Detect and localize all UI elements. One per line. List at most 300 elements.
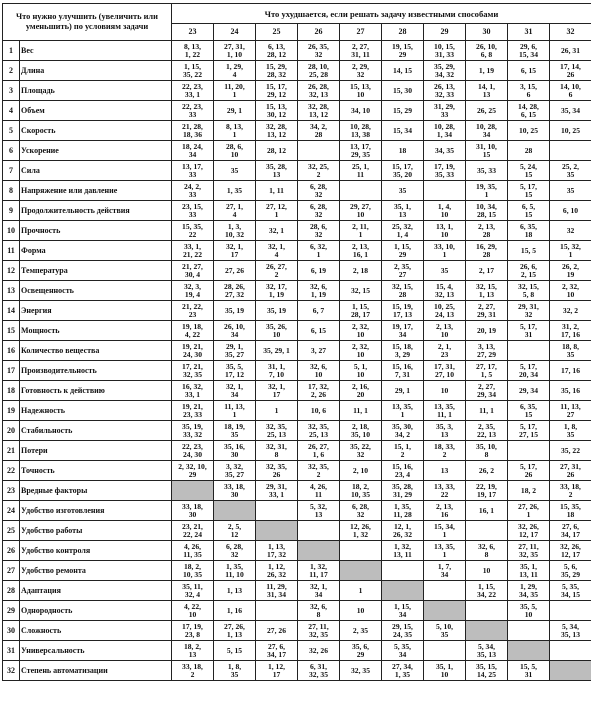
parameter-name: Мощность bbox=[20, 321, 172, 341]
matrix-cell: 33, 18, 30 bbox=[214, 481, 256, 501]
parameter-name: Надежность bbox=[20, 401, 172, 421]
column-number: 31 bbox=[508, 24, 550, 41]
matrix-cell: 1, 16 bbox=[214, 601, 256, 621]
matrix-cell: 32, 26, 12, 17 bbox=[508, 521, 550, 541]
parameter-name: Площадь bbox=[20, 81, 172, 101]
matrix-cell: 28, 26, 27, 32 bbox=[214, 281, 256, 301]
matrix-cell: 15, 5, 31 bbox=[508, 661, 550, 681]
matrix-cell: 5, 6, 35, 29 bbox=[550, 561, 591, 581]
matrix-cell: 32, 15, 5, 8 bbox=[508, 281, 550, 301]
matrix-cell: 10 bbox=[466, 561, 508, 581]
matrix-cell: 2, 32, 10, 29 bbox=[172, 461, 214, 481]
matrix-cell: 35, 22, 32 bbox=[340, 441, 382, 461]
matrix-cell: 17, 16 bbox=[550, 361, 591, 381]
matrix-cell: 5, 35, 34 bbox=[382, 641, 424, 661]
matrix-cell: 19, 18, 4, 22 bbox=[172, 321, 214, 341]
parameter-name: Сила bbox=[20, 161, 172, 181]
matrix-cell: 35, 16 bbox=[550, 381, 591, 401]
row-number: 24 bbox=[3, 501, 20, 521]
matrix-cell: 27, 31, 1, 10 bbox=[214, 41, 256, 61]
matrix-cell: 17, 21, 32, 35 bbox=[172, 361, 214, 381]
matrix-cell: 10 bbox=[424, 381, 466, 401]
parameter-name: Адаптация bbox=[20, 581, 172, 601]
matrix-cell: 6, 15 bbox=[508, 61, 550, 81]
column-number: 32 bbox=[550, 24, 591, 41]
matrix-cell: 3, 32, 35, 27 bbox=[214, 461, 256, 481]
matrix-cell: 2, 32, 10 bbox=[550, 281, 591, 301]
matrix-cell: 32, 1 bbox=[256, 221, 298, 241]
table-row bbox=[3, 421, 591, 441]
column-number: 23 bbox=[172, 24, 214, 41]
parameter-name: Готовность к действию bbox=[20, 381, 172, 401]
matrix-cell: 15, 1, 2 bbox=[382, 441, 424, 461]
matrix-cell: 26, 27, 1, 6 bbox=[298, 441, 340, 461]
table-row bbox=[3, 461, 591, 481]
matrix-cell: 10, 25, 24, 13 bbox=[424, 301, 466, 321]
matrix-cell: 13, 35, 1 bbox=[382, 401, 424, 421]
matrix-cell: 15, 34, 1 bbox=[424, 521, 466, 541]
matrix-cell: 4, 26, 11, 35 bbox=[172, 541, 214, 561]
matrix-cell: 21, 27, 30, 4 bbox=[172, 261, 214, 281]
matrix-cell bbox=[340, 181, 382, 201]
matrix-cell: 29, 27, 10 bbox=[340, 201, 382, 221]
matrix-cell: 2, 11, 1 bbox=[340, 221, 382, 241]
parameter-name: Длина bbox=[20, 61, 172, 81]
matrix-cell: 5, 24, 15 bbox=[508, 161, 550, 181]
matrix-cell: 27, 34, 1, 35 bbox=[382, 661, 424, 681]
matrix-cell: 15, 29 bbox=[382, 101, 424, 121]
matrix-cell: 35, 28, 13 bbox=[256, 161, 298, 181]
matrix-cell: 13, 17, 29, 35 bbox=[340, 141, 382, 161]
row-number: 10 bbox=[3, 221, 20, 241]
matrix-cell: 15, 16, 7, 31 bbox=[382, 361, 424, 381]
table-row bbox=[3, 601, 591, 621]
matrix-cell: 1, 8, 35 bbox=[550, 421, 591, 441]
matrix-cell: 29, 6, 15, 34 bbox=[508, 41, 550, 61]
diagonal-cell bbox=[424, 601, 466, 621]
matrix-cell: 29, 31, 33, 1 bbox=[256, 481, 298, 501]
matrix-cell: 23, 21, 22, 24 bbox=[172, 521, 214, 541]
matrix-cell: 18, 2, 10, 35 bbox=[340, 481, 382, 501]
matrix-cell: 6, 5, 15 bbox=[508, 201, 550, 221]
matrix-cell: 34, 10 bbox=[340, 101, 382, 121]
row-number: 8 bbox=[3, 181, 20, 201]
matrix-cell: 35, 3, 13 bbox=[424, 421, 466, 441]
matrix-cell: 32, 25, 2 bbox=[298, 161, 340, 181]
matrix-cell: 35 bbox=[424, 261, 466, 281]
matrix-cell: 35, 11, 32, 4 bbox=[172, 581, 214, 601]
matrix-cell: 17, 32, 2, 26 bbox=[298, 381, 340, 401]
matrix-cell: 35, 19, 33, 32 bbox=[172, 421, 214, 441]
matrix-cell: 12, 1, 26, 32 bbox=[382, 521, 424, 541]
parameter-name: Потери bbox=[20, 441, 172, 461]
matrix-cell: 15, 13, 10 bbox=[340, 81, 382, 101]
parameter-name: Сложность bbox=[20, 621, 172, 641]
matrix-cell bbox=[424, 641, 466, 661]
matrix-cell: 33, 1, 21, 22 bbox=[172, 241, 214, 261]
row-number: 29 bbox=[3, 601, 20, 621]
matrix-cell: 8, 13, 1 bbox=[214, 121, 256, 141]
matrix-cell: 2, 17 bbox=[466, 261, 508, 281]
matrix-cell: 15, 13, 30, 12 bbox=[256, 101, 298, 121]
matrix-cell: 27, 11, 32, 35 bbox=[508, 541, 550, 561]
worsen-header: Что ухудшается, если решать задачу известными способами bbox=[172, 4, 591, 24]
matrix-cell: 14, 15 bbox=[382, 61, 424, 81]
matrix-cell: 1, 19 bbox=[466, 61, 508, 81]
matrix-cell bbox=[508, 621, 550, 641]
matrix-cell: 3, 15, 6 bbox=[508, 81, 550, 101]
parameter-name: Степень автоматизации bbox=[20, 661, 172, 681]
matrix-cell: 26, 2 bbox=[466, 461, 508, 481]
matrix-cell: 2, 35, 27 bbox=[382, 261, 424, 281]
matrix-cell: 26, 13, 32, 33 bbox=[424, 81, 466, 101]
matrix-cell: 5, 17, 15 bbox=[508, 181, 550, 201]
table-row bbox=[3, 141, 591, 161]
row-number: 11 bbox=[3, 241, 20, 261]
matrix-cell: 25, 32, 1, 4 bbox=[382, 221, 424, 241]
matrix-cell: 28 bbox=[508, 141, 550, 161]
matrix-cell: 1, 15, 28, 17 bbox=[340, 301, 382, 321]
row-number: 5 bbox=[3, 121, 20, 141]
table-row bbox=[3, 501, 591, 521]
matrix-cell: 35, 29, 1 bbox=[256, 341, 298, 361]
matrix-cell: 10, 28, 13, 38 bbox=[340, 121, 382, 141]
matrix-cell: 35, 19 bbox=[256, 301, 298, 321]
row-number: 25 bbox=[3, 521, 20, 541]
matrix-cell: 35, 1, 13 bbox=[382, 201, 424, 221]
row-number: 28 bbox=[3, 581, 20, 601]
matrix-cell: 15, 18, 3, 29 bbox=[382, 341, 424, 361]
parameter-name: Освещенность bbox=[20, 281, 172, 301]
matrix-cell: 8, 13, 1, 22 bbox=[172, 41, 214, 61]
parameter-name: Энергия bbox=[20, 301, 172, 321]
matrix-cell bbox=[550, 601, 591, 621]
matrix-cell: 28, 12 bbox=[256, 141, 298, 161]
matrix-cell: 27, 26 bbox=[214, 261, 256, 281]
matrix-cell: 17, 19, 23, 8 bbox=[172, 621, 214, 641]
matrix-cell: 35, 1, 10 bbox=[424, 661, 466, 681]
row-number: 12 bbox=[3, 261, 20, 281]
table-row bbox=[3, 481, 591, 501]
matrix-cell: 6, 15 bbox=[298, 321, 340, 341]
matrix-cell: 10, 28, 34 bbox=[466, 121, 508, 141]
matrix-cell: 1, 32, 11, 17 bbox=[298, 561, 340, 581]
matrix-cell: 32, 1, 34 bbox=[298, 581, 340, 601]
matrix-cell: 13, 1, 10 bbox=[424, 221, 466, 241]
matrix-cell: 22, 19, 19, 17 bbox=[466, 481, 508, 501]
matrix-cell: 31, 1, 7, 10 bbox=[256, 361, 298, 381]
matrix-cell: 32, 15 bbox=[340, 281, 382, 301]
table-row bbox=[3, 101, 591, 121]
matrix-cell: 1, 12, 26, 32 bbox=[256, 561, 298, 581]
matrix-cell: 28, 6, 10 bbox=[214, 141, 256, 161]
matrix-cell: 5, 17, 20, 34 bbox=[508, 361, 550, 381]
matrix-cell: 32 bbox=[550, 221, 591, 241]
matrix-cell: 27, 26, 1, 13 bbox=[214, 621, 256, 641]
matrix-cell: 22, 23, 33, 1 bbox=[172, 81, 214, 101]
matrix-cell: 2, 13, 10 bbox=[424, 321, 466, 341]
matrix-cell: 32, 15, 1, 13 bbox=[466, 281, 508, 301]
row-number: 16 bbox=[3, 341, 20, 361]
matrix-cell bbox=[256, 501, 298, 521]
matrix-cell: 35, 16, 30 bbox=[214, 441, 256, 461]
row-number: 1 bbox=[3, 41, 20, 61]
matrix-cell: 33, 18, 30 bbox=[172, 501, 214, 521]
parameter-name: Удобство ремонта bbox=[20, 561, 172, 581]
matrix-cell: 11, 1 bbox=[466, 401, 508, 421]
matrix-cell: 15, 29, 28, 32 bbox=[256, 61, 298, 81]
diagonal-cell bbox=[508, 641, 550, 661]
matrix-cell: 28, 10, 25, 28 bbox=[298, 61, 340, 81]
parameter-name: Удобство изготовления bbox=[20, 501, 172, 521]
matrix-cell: 5, 17, 31 bbox=[508, 321, 550, 341]
matrix-cell: 32, 6, 1, 19 bbox=[298, 281, 340, 301]
table-row bbox=[3, 61, 591, 81]
row-number: 27 bbox=[3, 561, 20, 581]
matrix-cell bbox=[466, 601, 508, 621]
matrix-cell: 35, 30, 34, 2 bbox=[382, 421, 424, 441]
table-row bbox=[3, 301, 591, 321]
matrix-cell: 28, 6, 32 bbox=[298, 221, 340, 241]
matrix-cell: 14, 28, 6, 15 bbox=[508, 101, 550, 121]
matrix-cell: 34, 35 bbox=[424, 141, 466, 161]
matrix-cell: 29, 31, 32 bbox=[508, 301, 550, 321]
matrix-cell bbox=[550, 141, 591, 161]
matrix-cell: 15, 34 bbox=[382, 121, 424, 141]
matrix-cell: 2, 18 bbox=[340, 261, 382, 281]
matrix-cell: 35, 1, 13, 11 bbox=[508, 561, 550, 581]
matrix-cell: 2, 5, 12 bbox=[214, 521, 256, 541]
matrix-cell bbox=[382, 561, 424, 581]
matrix-cell: 25, 1, 11 bbox=[340, 161, 382, 181]
matrix-cell: 29, 15, 24, 35 bbox=[382, 621, 424, 641]
matrix-cell: 13, 35, 1 bbox=[424, 541, 466, 561]
matrix-cell: 35, 33 bbox=[466, 161, 508, 181]
matrix-cell: 35, 34 bbox=[550, 101, 591, 121]
matrix-cell: 2, 27, 31, 11 bbox=[340, 41, 382, 61]
table-row bbox=[3, 41, 591, 61]
matrix-cell: 18, 2, 13 bbox=[172, 641, 214, 661]
row-number: 9 bbox=[3, 201, 20, 221]
matrix-cell: 27, 12, 1 bbox=[256, 201, 298, 221]
column-number: 29 bbox=[424, 24, 466, 41]
matrix-cell: 17, 14, 26 bbox=[550, 61, 591, 81]
matrix-cell: 35, 29, 34, 32 bbox=[424, 61, 466, 81]
matrix-cell: 23, 15, 33 bbox=[172, 201, 214, 221]
table-row bbox=[3, 121, 591, 141]
matrix-cell: 11, 20, 1 bbox=[214, 81, 256, 101]
matrix-cell: 33, 18, 2 bbox=[550, 481, 591, 501]
matrix-cell: 19, 15, 29 bbox=[382, 41, 424, 61]
matrix-cell: 29, 34 bbox=[508, 381, 550, 401]
matrix-cell: 16, 1 bbox=[466, 501, 508, 521]
matrix-cell: 16, 29, 28 bbox=[466, 241, 508, 261]
matrix-cell: 31, 2, 17, 16 bbox=[550, 321, 591, 341]
matrix-cell: 24, 2, 33 bbox=[172, 181, 214, 201]
parameter-name: Однородность bbox=[20, 601, 172, 621]
matrix-cell: 6, 13, 28, 12 bbox=[256, 41, 298, 61]
matrix-cell: 32, 6, 10 bbox=[298, 361, 340, 381]
matrix-cell: 1 bbox=[256, 401, 298, 421]
matrix-cell: 14, 10, 6 bbox=[550, 81, 591, 101]
matrix-cell: 6, 31, 32, 35 bbox=[298, 661, 340, 681]
matrix-cell: 5, 34, 35, 13 bbox=[466, 641, 508, 661]
parameter-name: Удобство работы bbox=[20, 521, 172, 541]
matrix-cell: 35, 28, 31, 29 bbox=[382, 481, 424, 501]
matrix-cell: 2, 27, 29, 31 bbox=[466, 301, 508, 321]
table-row bbox=[3, 281, 591, 301]
matrix-cell: 1, 7, 34 bbox=[424, 561, 466, 581]
matrix-cell: 32, 28, 13, 12 bbox=[256, 121, 298, 141]
matrix-cell: 2, 1, 23 bbox=[424, 341, 466, 361]
matrix-cell: 26, 2, 19 bbox=[550, 261, 591, 281]
matrix-cell: 26, 35, 32 bbox=[298, 41, 340, 61]
matrix-cell: 6, 10 bbox=[550, 201, 591, 221]
matrix-cell: 27, 26 bbox=[256, 621, 298, 641]
matrix-cell: 27, 17, 1, 5 bbox=[466, 361, 508, 381]
matrix-cell: 1, 8, 35 bbox=[214, 661, 256, 681]
matrix-cell: 32, 6, 8 bbox=[298, 601, 340, 621]
table-row bbox=[3, 221, 591, 241]
matrix-cell: 6, 28, 32 bbox=[298, 181, 340, 201]
matrix-cell: 35 bbox=[214, 161, 256, 181]
matrix-cell bbox=[550, 641, 591, 661]
matrix-cell: 26, 6, 2, 15 bbox=[508, 261, 550, 281]
table-row bbox=[3, 521, 591, 541]
matrix-cell: 3, 13, 27, 29 bbox=[466, 341, 508, 361]
parameter-name: Стабильность bbox=[20, 421, 172, 441]
matrix-cell: 4, 22, 10 bbox=[172, 601, 214, 621]
matrix-cell: 15, 35, 22 bbox=[172, 221, 214, 241]
matrix-cell: 1 bbox=[340, 581, 382, 601]
matrix-cell: 5, 32, 13 bbox=[298, 501, 340, 521]
matrix-cell: 6, 19 bbox=[298, 261, 340, 281]
matrix-cell: 27, 6, 34, 17 bbox=[256, 641, 298, 661]
matrix-cell: 26, 28, 32, 13 bbox=[298, 81, 340, 101]
matrix-cell: 35, 22 bbox=[550, 441, 591, 461]
matrix-cell: 1, 35, 11, 28 bbox=[382, 501, 424, 521]
matrix-cell: 32, 1, 34 bbox=[214, 381, 256, 401]
matrix-cell: 1, 3, 10, 32 bbox=[214, 221, 256, 241]
matrix-cell: 10, 6 bbox=[298, 401, 340, 421]
matrix-cell: 18, 2, 10, 35 bbox=[172, 561, 214, 581]
row-number: 23 bbox=[3, 481, 20, 501]
matrix-cell: 1, 29, 34, 35 bbox=[508, 581, 550, 601]
table-row bbox=[3, 161, 591, 181]
matrix-cell: 2, 13, 16, 1 bbox=[340, 241, 382, 261]
table-row bbox=[3, 661, 591, 681]
matrix-cell: 26, 27, 2 bbox=[256, 261, 298, 281]
matrix-cell: 35, 15, 14, 25 bbox=[466, 661, 508, 681]
matrix-cell: 2, 13, 28 bbox=[466, 221, 508, 241]
matrix-cell bbox=[424, 581, 466, 601]
matrix-cell: 6, 28, 32 bbox=[298, 201, 340, 221]
matrix-cell: 1, 4, 10 bbox=[424, 201, 466, 221]
matrix-cell: 21, 28, 18, 36 bbox=[172, 121, 214, 141]
matrix-cell: 35, 5, 17, 12 bbox=[214, 361, 256, 381]
table-row bbox=[3, 361, 591, 381]
parameter-name: Универсальность bbox=[20, 641, 172, 661]
parameter-name: Прочность bbox=[20, 221, 172, 241]
matrix-cell: 35, 10, 8 bbox=[466, 441, 508, 461]
matrix-cell: 1, 32, 13, 11 bbox=[382, 541, 424, 561]
matrix-cell: 15, 35, 18 bbox=[550, 501, 591, 521]
row-number: 13 bbox=[3, 281, 20, 301]
matrix-cell: 32, 31, 8 bbox=[256, 441, 298, 461]
matrix-cell: 32, 35, 2 bbox=[298, 461, 340, 481]
matrix-cell bbox=[424, 181, 466, 201]
matrix-cell: 17, 31, 27, 10 bbox=[424, 361, 466, 381]
table-row bbox=[3, 341, 591, 361]
matrix-cell: 32, 35, 26 bbox=[256, 461, 298, 481]
matrix-cell: 19, 35, 1 bbox=[466, 181, 508, 201]
matrix-cell: 15, 19, 17, 13 bbox=[382, 301, 424, 321]
matrix-cell bbox=[508, 441, 550, 461]
matrix-cell: 6, 32, 1 bbox=[298, 241, 340, 261]
diagonal-cell bbox=[382, 581, 424, 601]
matrix-cell: 32, 6, 8 bbox=[466, 541, 508, 561]
matrix-cell: 10, 34, 28, 15 bbox=[466, 201, 508, 221]
matrix-cell bbox=[298, 141, 340, 161]
matrix-cell bbox=[298, 521, 340, 541]
parameter-name: Удобство контроля bbox=[20, 541, 172, 561]
column-number: 25 bbox=[256, 24, 298, 41]
parameter-name: Количество вещества bbox=[20, 341, 172, 361]
row-number: 7 bbox=[3, 161, 20, 181]
row-number: 26 bbox=[3, 541, 20, 561]
matrix-cell: 1, 15, 34, 22 bbox=[466, 581, 508, 601]
matrix-cell: 32, 3, 19, 4 bbox=[172, 281, 214, 301]
matrix-cell: 32, 1, 17 bbox=[214, 241, 256, 261]
parameter-name: Напряжение или давление bbox=[20, 181, 172, 201]
row-number: 17 bbox=[3, 361, 20, 381]
matrix-cell: 3, 27 bbox=[298, 341, 340, 361]
matrix-cell: 10, 25 bbox=[550, 121, 591, 141]
matrix-cell: 35, 19 bbox=[214, 301, 256, 321]
table-row bbox=[3, 181, 591, 201]
matrix-cell: 20, 19 bbox=[466, 321, 508, 341]
matrix-cell: 29, 1 bbox=[382, 381, 424, 401]
matrix-cell: 10, 28, 1, 34 bbox=[424, 121, 466, 141]
matrix-cell: 26, 10, 6, 8 bbox=[466, 41, 508, 61]
matrix-cell: 5, 35, 34, 15 bbox=[550, 581, 591, 601]
matrix-cell: 17, 19, 35, 33 bbox=[424, 161, 466, 181]
matrix-cell: 1, 35 bbox=[214, 181, 256, 201]
diagonal-cell bbox=[298, 541, 340, 561]
matrix-cell: 32, 28, 13, 12 bbox=[298, 101, 340, 121]
table-row bbox=[3, 201, 591, 221]
matrix-cell: 1, 15, 35, 22 bbox=[172, 61, 214, 81]
matrix-cell: 1, 12, 17 bbox=[256, 661, 298, 681]
matrix-cell: 2, 32, 10 bbox=[340, 341, 382, 361]
matrix-cell: 29, 1 bbox=[214, 101, 256, 121]
matrix-cell: 11, 13, 27 bbox=[550, 401, 591, 421]
parameter-name: Вес bbox=[20, 41, 172, 61]
matrix-cell: 27, 31, 26 bbox=[550, 461, 591, 481]
matrix-cell: 35, 26, 10 bbox=[256, 321, 298, 341]
matrix-cell: 15, 17, 29, 12 bbox=[256, 81, 298, 101]
matrix-cell: 10, 15, 31, 33 bbox=[424, 41, 466, 61]
diagonal-cell bbox=[550, 661, 591, 681]
table-row bbox=[3, 81, 591, 101]
row-number: 18 bbox=[3, 381, 20, 401]
matrix-cell: 32, 1, 17 bbox=[256, 381, 298, 401]
matrix-cell: 32, 2 bbox=[550, 301, 591, 321]
matrix-cell: 1, 13, 17, 32 bbox=[256, 541, 298, 561]
matrix-cell: 2, 27, 29, 34 bbox=[466, 381, 508, 401]
matrix-cell: 1, 13 bbox=[214, 581, 256, 601]
row-number: 6 bbox=[3, 141, 20, 161]
